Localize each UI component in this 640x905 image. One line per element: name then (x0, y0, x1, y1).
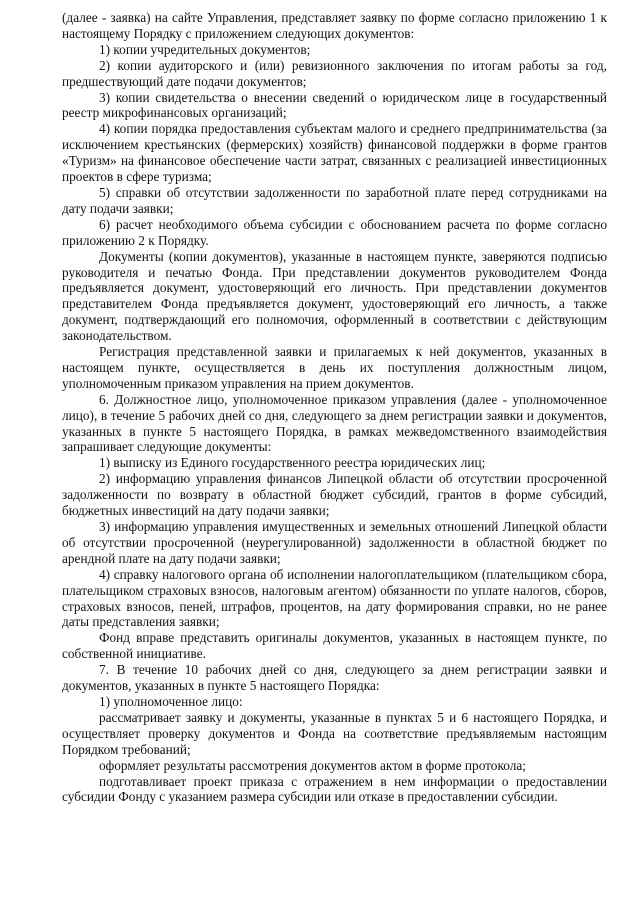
paragraph: рассматривает заявку и документы, указанные в пунктах 5 и 6 настоящего Порядка, и осуществляет проверку документов и Фонда на соответствие предъявляемым настоящим Порядком требований; (62, 709, 607, 757)
paragraph: подготавливает проект приказа с отражением в нем информации о предоставлении субсидии Фонду с указанием размера субсидии или отказе в предоставлении субсидии. (62, 773, 607, 805)
list-item: 3) информацию управления имущественных и земельных отношений Липецкой области об отсутствии просроченной (неурегулированной) задолженности в областной бюджет по арендной плате на дату подачи заявки; (62, 519, 607, 566)
list-item: 1) уполномоченное лицо: (99, 693, 243, 709)
list-item: 6) расчет необходимого объема субсидии с обоснованием расчета по форме согласно приложению 2 к Порядку. (62, 216, 607, 248)
paragraph: Фонд вправе представить оригиналы документов, указанных в настоящем пункте, по собственной инициативе. (62, 630, 607, 662)
paragraph: Документы (копии документов), указанные в настоящем пункте, заверяются подписью руководителя и печатью Фонда. При представлении документов руководителем Фонда предъявляется документ, удостоверяющий его личность. При представлении документов представителем Фонда предъявляется документ, удостоверяющий его личность, а также документ, подтверждающий его полномочия, оформленный в соответствии с действующим законодательством. (62, 248, 607, 344)
paragraph: Регистрация представленной заявки и прилагаемых к ней документов, указанных в настоящем пункте, осуществляется в день их поступления должностным лицом, уполномоченным приказом управления на прием документов. (62, 344, 607, 391)
paragraph: 6. Должностное лицо, уполномоченное приказом управления (далее - уполномоченное лицо), в течение 5 рабочих дней со дня, следующего за днем регистрации заявки и документов, указанных в пункте 5 настоящего Порядка, в рамках межведомственного взаимодействия запрашивает следующие документы: (62, 391, 607, 455)
list-item: 3) копии свидетельства о внесении сведений о юридическом лице в государственный реестр микрофинансовых организаций; (62, 89, 607, 121)
list-item: 1) выписку из Единого государственного реестра юридических лиц; (99, 455, 486, 471)
list-item: 1) копии учредительных документов; (99, 41, 311, 57)
paragraph: 7. В течение 10 рабочих дней со дня, следующего за днем регистрации заявки и документов, указанных в пункте 5 настоящего Порядка: (62, 662, 607, 694)
paragraph: (далее - заявка) на сайте Управления, представляет заявку по форме согласно приложению 1 к настоящему Порядку с приложением следующих документов: (62, 10, 607, 41)
document-page (62, 10, 607, 805)
paragraph: оформляет результаты рассмотрения документов актом в форме протокола; (99, 757, 526, 773)
list-item: 2) информацию управления финансов Липецкой области об отсутствии просроченной задолженности по возврату в областной бюджет субсидий, грантов в форме субсидий, бюджетных инвестиций на дату подачи заявки; (62, 471, 607, 519)
list-item: 2) копии аудиторского и (или) ревизионного заключения по итогам работы за год, предшествующий дате подачи документов; (62, 57, 607, 89)
list-item: 4) копии порядка предоставления субъектам малого и среднего предпринимательства (за исключением крестьянских (фермерских) хозяйств) финансовой поддержки в форме грантов «Туризм» на финансовое обеспечение части затрат, связанных с реализацией инвестиционных проектов в сфере туризма; (62, 121, 607, 185)
list-item: 5) справки об отсутствии задолженности по заработной плате перед сотрудниками на дату подачи заявки; (62, 184, 607, 216)
list-item: 4) справку налогового органа об исполнении налогоплательщиком (плательщиком сбора, плательщиком страховых взносов, налоговым агентом) обязанности по уплате налогов, сборов, страховых взносов, пеней, штрафов, процентов, на дату формирования справки, но не ранее даты представления заявки; (62, 566, 607, 630)
